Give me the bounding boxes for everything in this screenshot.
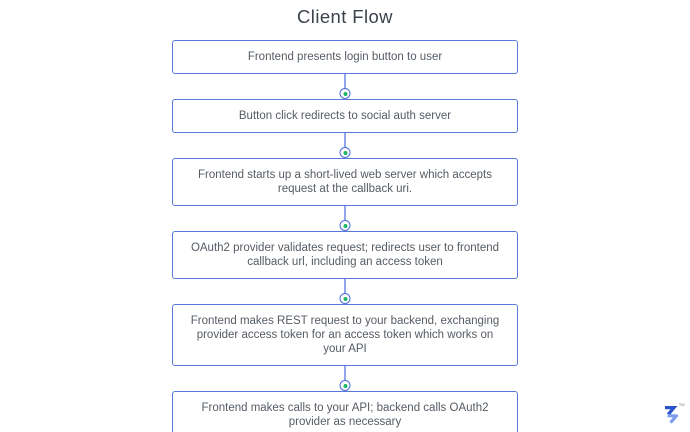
flow-connector [172,133,518,158]
flow-connector [172,74,518,99]
flow-step-5 [172,304,518,366]
flow-connector [172,366,518,391]
flow-step-3 [172,158,518,206]
flow-step-label: Frontend presents login button to user [247,51,443,63]
connector-line [344,366,346,381]
flow-step-6 [172,391,518,432]
connector-dot-icon [343,92,347,96]
flow-step-label: Frontend starts up a short-lived web server which accepts request at the callback uri. [197,169,493,195]
connector-node-icon [340,380,351,391]
flow-step-label: Frontend makes calls to your API; backend calls OAuth2 provider as necessary [201,402,489,428]
connector-line [344,74,346,89]
toptal-logo-icon [662,405,678,424]
flow-step-2 [172,99,518,133]
flow-step-label: Frontend makes REST request to your backend, exchanging provider access token for an access token which works on your API [190,315,500,355]
flow-diagram [172,40,518,432]
flow-step-4 [172,231,518,279]
connector-line [344,279,346,294]
connector-line [344,206,346,221]
connector-node-icon [340,147,351,158]
connector-node-icon [340,293,351,304]
connector-node-icon [340,220,351,231]
connector-node-icon [340,88,351,99]
trademark-symbol: ™ [678,403,685,410]
flow-connector [172,206,518,231]
flow-step-label: Button click redirects to social auth server [238,110,452,122]
flow-connector [172,279,518,304]
flow-step-1 [172,40,518,74]
brand-mark [662,405,686,424]
connector-dot-icon [343,151,347,155]
flow-step-label: OAuth2 provider validates request; redirects user to frontend callback url, including an access token [190,242,500,268]
connector-dot-icon [343,384,347,388]
connector-dot-icon [343,224,347,228]
connector-line [344,133,346,148]
connector-dot-icon [343,297,347,301]
page-title: Client Flow [297,6,393,27]
